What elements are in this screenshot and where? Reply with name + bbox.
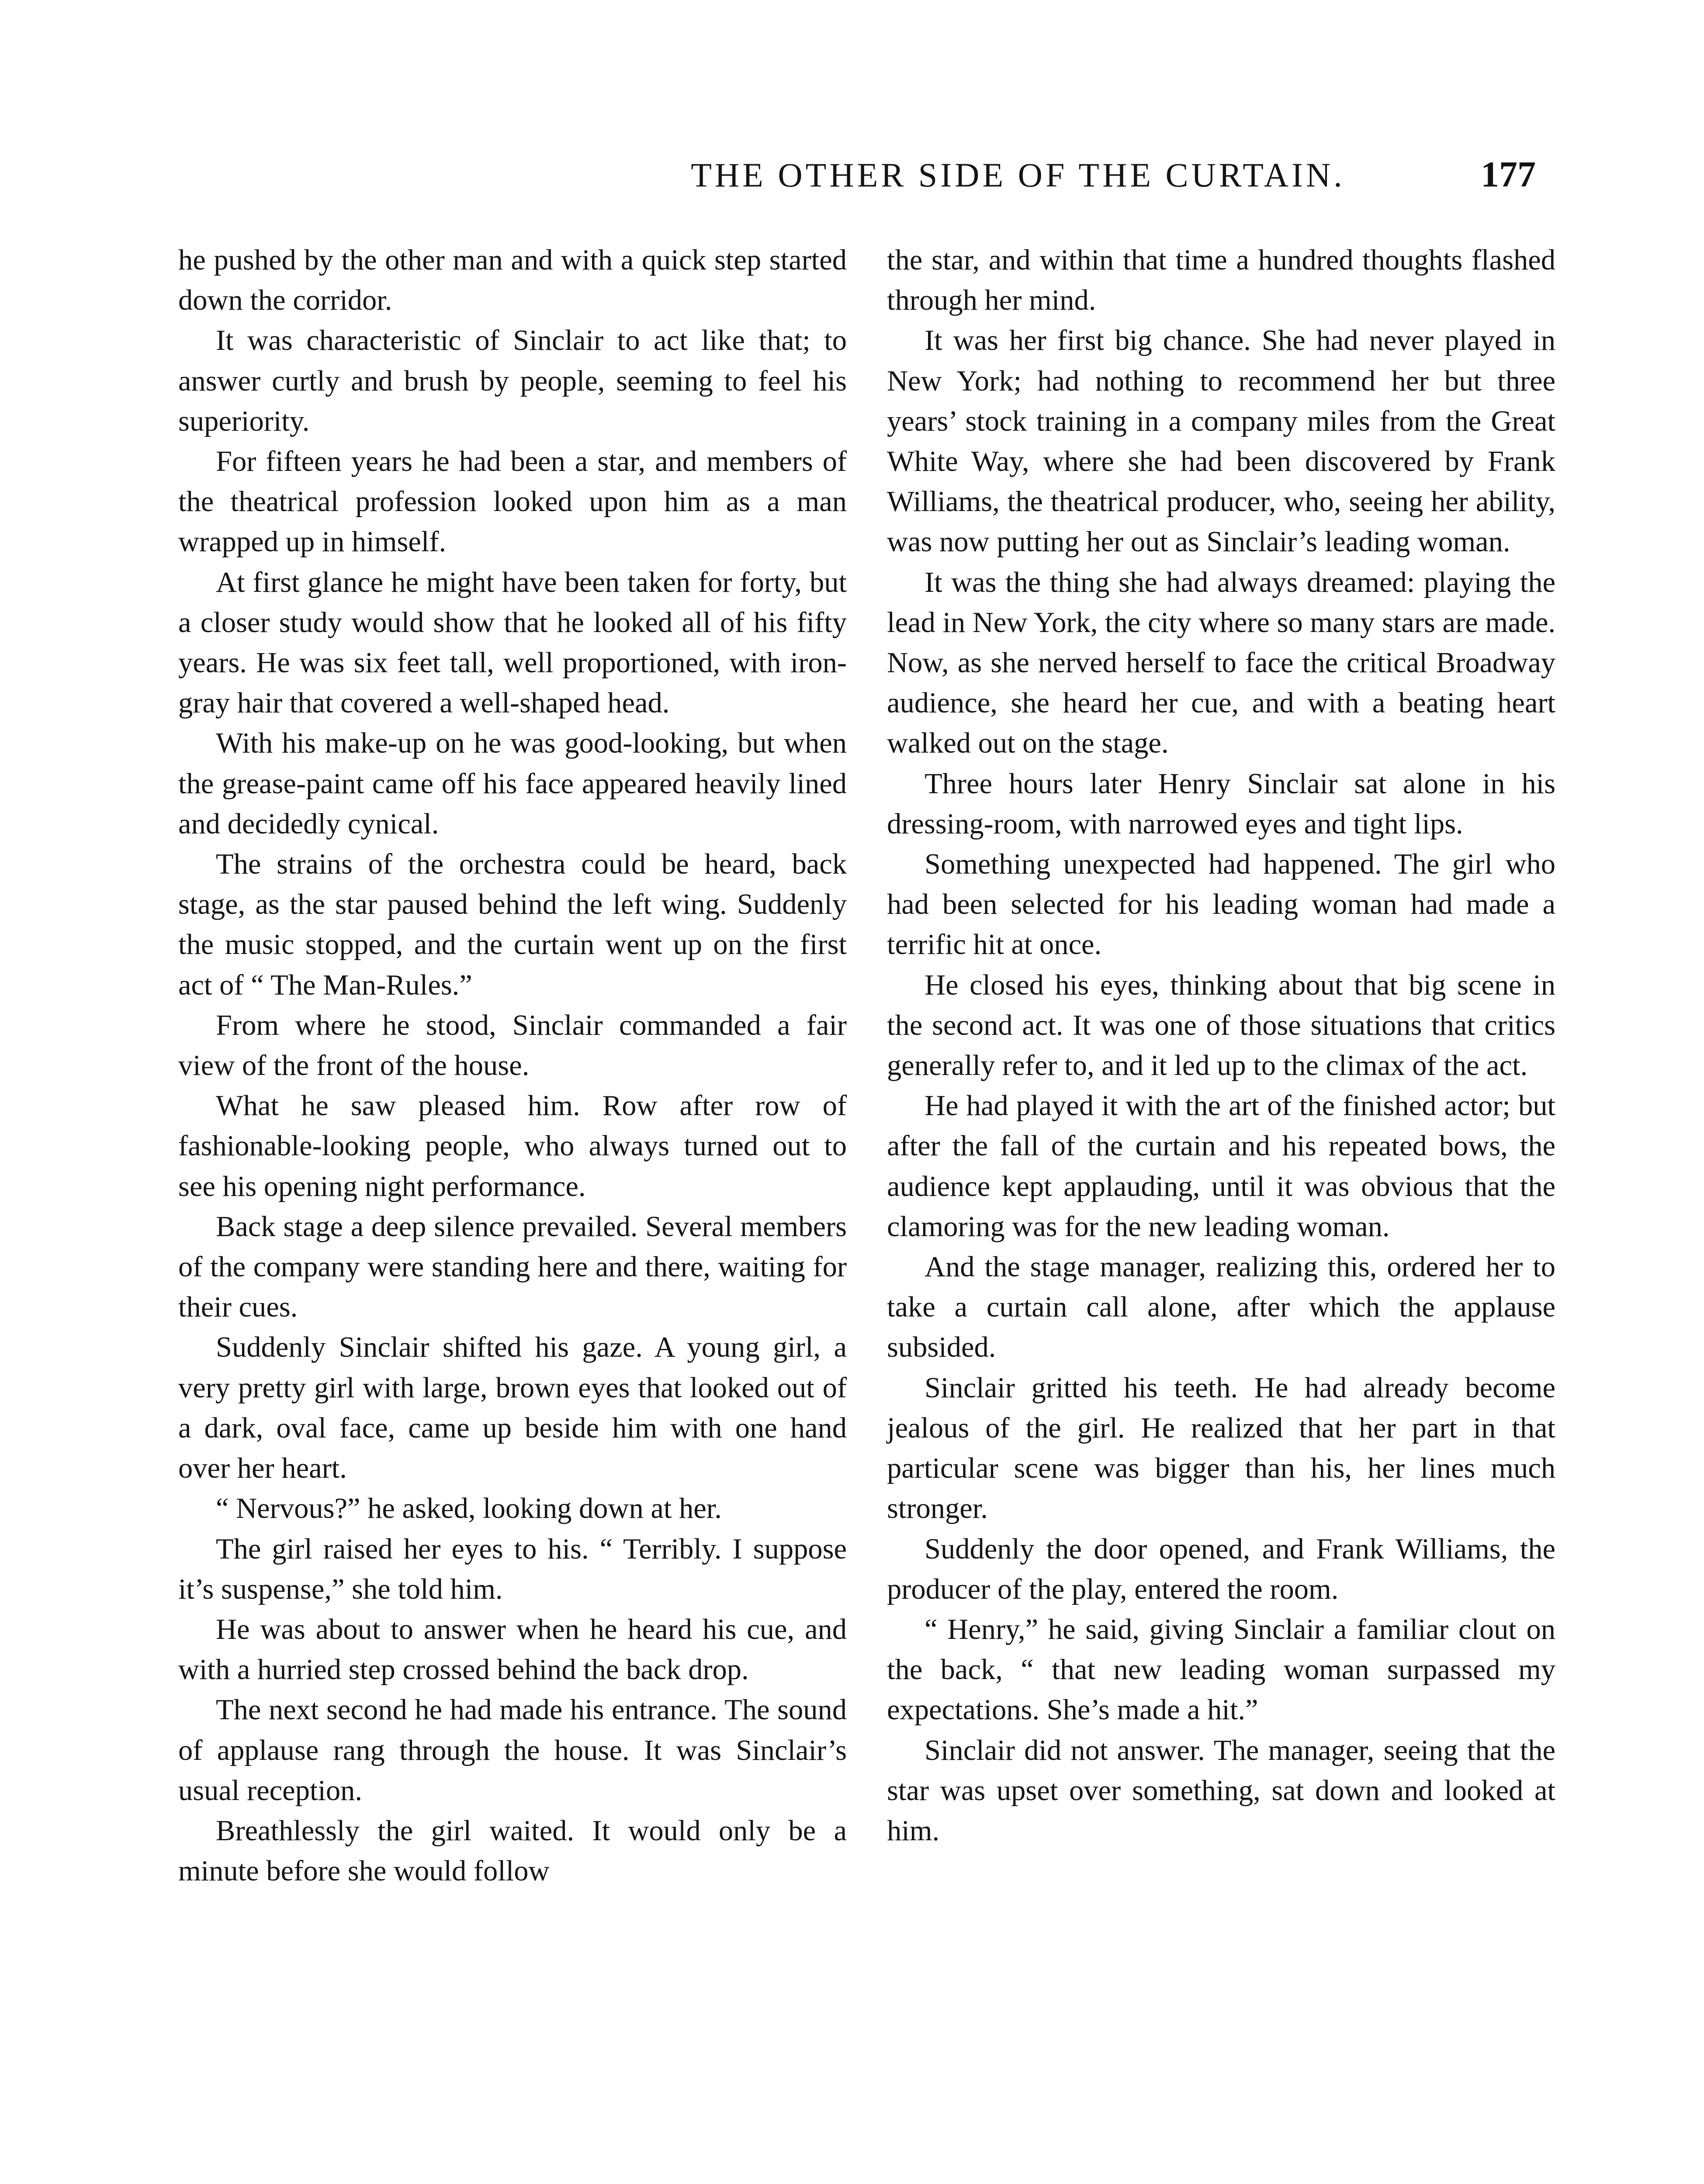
paragraph: He was about to answer when he heard his cue, and with a hurried step crossed behind the back drop. <box>178 1613 847 1686</box>
paragraph: Sinclair gritted his teeth. He had already become jealous of the girl. He realized that her part in that particular scene was bigger than his, her lines much stronger. <box>887 1372 1555 1525</box>
paragraph: He closed his eyes, thinking about that big scene in the second act. It was one of those situations that critics generally refer to, and it led up to the climax of the act. <box>887 969 1555 1082</box>
paragraph: Suddenly Sinclair shifted his gaze. A young girl, a very pretty girl with large, brown eyes that looked out of a dark, oval face, came up beside him with one hand over her heart. <box>178 1331 847 1485</box>
paragraph: For fifteen years he had been a star, and members of the theatrical profession looked upon him as a man wrapped up in himself. <box>178 446 847 558</box>
paragraph: Something unexpected had happened. The girl who had been selected for his leading woman had made a terrific hit at once. <box>887 848 1555 961</box>
paragraph: He had played it with the art of the finished actor; but after the fall of the curtain and his repeated bows, the audience kept applauding, until it was obvious that the clamoring was for the new leading woman. <box>887 1090 1555 1243</box>
left-column <box>178 240 847 1891</box>
paragraph: Suddenly the door opened, and Frank Williams, the producer of the play, entered the room. <box>887 1533 1555 1605</box>
paragraph: “ Nervous?” he asked, looking down at her. <box>216 1493 722 1525</box>
paragraph: At first glance he might have been taken for forty, but a closer study would show that he looked all of his fifty years. He was six feet tall, well proportioned, with iron-gray hair that covered a well-shaped head. <box>178 566 847 719</box>
paragraph: With his make-up on he was good-looking, but when the grease-paint came off his face appeared heavily lined and decidedly cynical. <box>178 727 847 840</box>
right-column <box>887 240 1555 1851</box>
paragraph: From where he stood, Sinclair commanded a fair view of the front of the house. <box>178 1009 847 1082</box>
paragraph: Three hours later Henry Sinclair sat alone in his dressing-room, with narrowed eyes and tight lips. <box>887 767 1555 840</box>
paragraph: What he saw pleased him. Row after row of fashionable-looking people, who always turned out to see his opening night performance. <box>178 1090 847 1203</box>
paragraph: Back stage a deep silence prevailed. Several members of the company were standing here and there, waiting for their cues. <box>178 1210 847 1324</box>
paragraph: The next second he had made his entrance. The sound of applause rang through the house. It was Sinclair’s usual reception. <box>178 1694 847 1807</box>
paragraph: “ Henry,” he said, giving Sinclair a familiar clout on the back, “ that new leading woman surpassed my expectations. She’s made a hit.” <box>887 1613 1555 1726</box>
page-number: 177 <box>1481 154 1536 195</box>
paragraph: It was characteristic of Sinclair to act like that; to answer curtly and brush by people, seeming to feel his superiority. <box>178 325 847 437</box>
paragraph: the star, and within that time a hundred thoughts flashed through her mind. <box>887 244 1555 317</box>
paragraph: The girl raised her eyes to his. “ Terribly. I suppose it’s suspense,” she told him. <box>178 1533 847 1605</box>
paragraph: he pushed by the other man and with a quick step started down the corridor. <box>178 244 847 317</box>
running-title: THE OTHER SIDE OF THE CURTAIN. <box>691 156 1345 194</box>
paragraph: Sinclair did not answer. The manager, seeing that the star was upset over something, sat down and looked at him. <box>887 1734 1555 1847</box>
paragraph: And the stage manager, realizing this, ordered her to take a curtain call alone, after which the applause subsided. <box>887 1251 1555 1364</box>
paragraph: The strains of the orchestra could be heard, back stage, as the star paused behind the left wing. Suddenly the music stopped, and the curtain went up on the first act of “ The Man-Rules.” <box>178 848 847 1001</box>
paragraph: It was her first big chance. She had never played in New York; had nothing to recommend her but three years’ stock training in a company miles from the Great White Way, where she had been discovered by Frank Williams, the theatrical producer, who, seeing her ability, was now putting her out as Sinclair’s leading woman. <box>887 325 1555 558</box>
paragraph: Breathlessly the girl waited. It would only be a minute before she would follow <box>178 1814 847 1887</box>
paragraph: It was the thing she had always dreamed: playing the lead in New York, the city where so many stars are made. Now, as she nerved herself to face the critical Broadway audience, she heard her cue, and with a beating heart walked out on the stage. <box>887 566 1555 760</box>
